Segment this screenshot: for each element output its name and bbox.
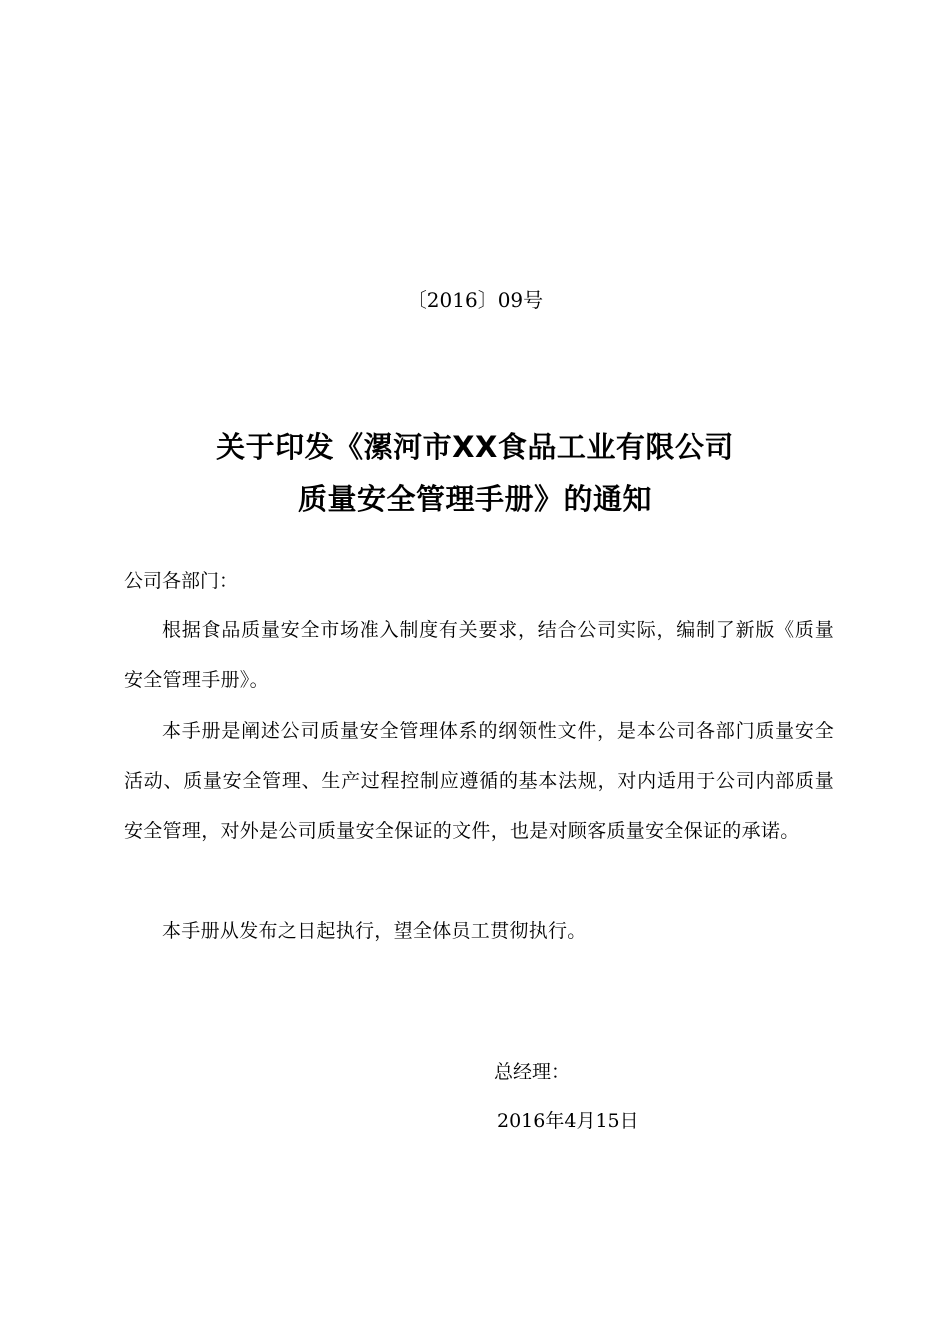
document-title-line-1: 关于印发《漯河市XX食品工业有限公司 bbox=[216, 430, 734, 464]
body-paragraph-3: 本手册从发布之日起执行，望全体员工贯彻执行。 bbox=[162, 920, 587, 942]
body-paragraph-1: 根据食品质量安全市场准入制度有关要求，结合公司实际，编制了新版《质量安全管理手册》。 bbox=[124, 619, 834, 691]
issue-date: 2016年4月15日 bbox=[497, 1110, 639, 1132]
signer-label: 总经理： bbox=[494, 1061, 571, 1083]
salutation: 公司各部门： bbox=[124, 570, 239, 592]
document-number: 〔2016〕09号 bbox=[406, 288, 544, 312]
document-title-line-2: 质量安全管理手册》的通知 bbox=[297, 482, 652, 516]
body-paragraph-2: 本手册是阐述公司质量安全管理体系的纲领性文件，是本公司各部门质量安全活动、质量安全管理、生产过程控制应遵循的基本法规，对内适用于公司内部质量安全管理，对外是公司质量安全保证的文件，也是对顾客质量安全保证的承诺。 bbox=[124, 720, 834, 842]
